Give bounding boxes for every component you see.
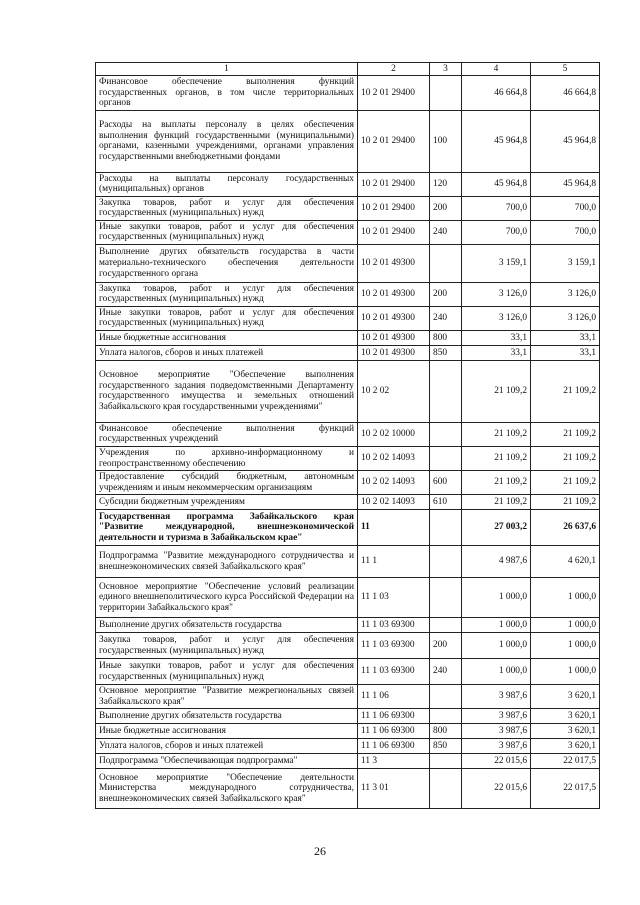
- row-expense-type-cell: [430, 685, 462, 709]
- row-year2-amount-cell: 700,0: [531, 220, 600, 244]
- row-expense-type-cell: 240: [430, 220, 462, 244]
- row-year2-amount-cell: 21 109,2: [531, 495, 600, 510]
- row-year2-amount-cell: 3 620,1: [531, 709, 600, 724]
- row-year1-amount-cell: 3 987,6: [462, 739, 531, 754]
- row-code-cell: 10 2 01 29400: [358, 172, 430, 196]
- row-name-cell: Иные бюджетные ассигнования: [96, 330, 358, 345]
- row-year2-amount-cell: 1 000,0: [531, 578, 600, 618]
- row-name-cell: Закупка товаров, работ и услуг для обеспечения государственных (муниципальных) нужд: [96, 282, 358, 306]
- row-name-cell: Основное мероприятие "Обеспечение выполнения государственного задания подведомственными Департаменту государственного имущества и земельных отношений Забайкальского края государственными учреждениями": [96, 360, 358, 422]
- row-name-cell: Предоставление субсидий бюджетным, автономным учреждениям и иным некоммерческим организациям: [96, 471, 358, 495]
- row-name-cell: Расходы на выплаты персоналу государственных (муниципальных) органов: [96, 172, 358, 196]
- row-year1-amount-cell: 33,1: [462, 330, 531, 345]
- row-year1-amount-cell: 21 109,2: [462, 422, 531, 446]
- row-code-cell: 11: [358, 510, 430, 546]
- row-year1-amount-cell: 22 015,6: [462, 754, 531, 769]
- row-year2-amount-cell: 45 964,8: [531, 172, 600, 196]
- row-year2-amount-cell: 1 000,0: [531, 618, 600, 633]
- row-code-cell: 11 1 06 69300: [358, 709, 430, 724]
- row-code-cell: 10 2 02 14093: [358, 471, 430, 495]
- row-name-cell: Иные закупки товаров, работ и услуг для обеспечения государственных (муниципальных) нужд: [96, 659, 358, 685]
- row-expense-type-cell: [430, 244, 462, 282]
- row-year2-amount-cell: 3 620,1: [531, 724, 600, 739]
- row-year1-amount-cell: 21 109,2: [462, 360, 531, 422]
- row-code-cell: 11 1 03 69300: [358, 659, 430, 685]
- column-header: 3: [430, 63, 462, 76]
- row-year2-amount-cell: 21 109,2: [531, 446, 600, 470]
- row-year2-amount-cell: 22 017,5: [531, 769, 600, 809]
- table-row: [96, 422, 600, 446]
- row-name-cell: Иные закупки товаров, работ и услуг для обеспечения государственных (муниципальных) нужд: [96, 220, 358, 244]
- table-row: [96, 546, 600, 578]
- table-row: [96, 172, 600, 196]
- row-expense-type-cell: [430, 510, 462, 546]
- row-code-cell: 10 2 01 29400: [358, 110, 430, 172]
- row-year2-amount-cell: 3 126,0: [531, 306, 600, 330]
- row-year1-amount-cell: 3 126,0: [462, 306, 531, 330]
- row-expense-type-cell: [430, 546, 462, 578]
- row-expense-type-cell: 600: [430, 471, 462, 495]
- row-code-cell: 11 1 03 69300: [358, 633, 430, 659]
- row-code-cell: 10 2 02: [358, 360, 430, 422]
- row-year1-amount-cell: 3 987,6: [462, 685, 531, 709]
- table-row: [96, 739, 600, 754]
- table-row: [96, 110, 600, 172]
- row-year1-amount-cell: 3 126,0: [462, 282, 531, 306]
- column-header: 4: [462, 63, 531, 76]
- row-year1-amount-cell: 700,0: [462, 220, 531, 244]
- row-code-cell: 10 2 02 10000: [358, 422, 430, 446]
- row-name-cell: Основное мероприятие "Обеспечение условий реализации единого внешнеполитического курса Российской Федерации на территории Забайкальского края": [96, 578, 358, 618]
- table-row: [96, 724, 600, 739]
- row-year1-amount-cell: 33,1: [462, 345, 531, 360]
- row-expense-type-cell: [430, 360, 462, 422]
- table-row: [96, 754, 600, 769]
- row-year1-amount-cell: 21 109,2: [462, 495, 531, 510]
- table-row: [96, 633, 600, 659]
- row-code-cell: 10 2 01 49300: [358, 306, 430, 330]
- row-year1-amount-cell: 1 000,0: [462, 659, 531, 685]
- row-year1-amount-cell: 3 987,6: [462, 709, 531, 724]
- table-row: [96, 220, 600, 244]
- row-expense-type-cell: 800: [430, 330, 462, 345]
- row-code-cell: 11 1 03: [358, 578, 430, 618]
- row-name-cell: Основное мероприятие "Обеспечение деятельности Министерства международного сотрудничества, внешнеэкономических связей Забайкальского края": [96, 769, 358, 809]
- row-code-cell: 10 2 01 29400: [358, 220, 430, 244]
- row-expense-type-cell: [430, 754, 462, 769]
- row-expense-type-cell: [430, 446, 462, 470]
- row-code-cell: 10 2 01 49300: [358, 244, 430, 282]
- row-expense-type-cell: [430, 422, 462, 446]
- table-row: [96, 510, 600, 546]
- row-year2-amount-cell: 45 964,8: [531, 110, 600, 172]
- row-name-cell: Основное мероприятие "Развитие межрегиональных связей Забайкальского края": [96, 685, 358, 709]
- table-row: [96, 244, 600, 282]
- row-name-cell: Подпрограмма "Развитие международного сотрудничества и внешнеэкономических связей Забайкальского края": [96, 546, 358, 578]
- row-code-cell: 11 3 01: [358, 769, 430, 809]
- row-code-cell: 10 2 01 49300: [358, 282, 430, 306]
- table-row: [96, 495, 600, 510]
- row-year1-amount-cell: 700,0: [462, 196, 531, 220]
- table-row: [96, 471, 600, 495]
- row-expense-type-cell: 240: [430, 659, 462, 685]
- budget-table: [95, 62, 600, 809]
- row-name-cell: Закупка товаров, работ и услуг для обеспечения государственных (муниципальных) нужд: [96, 196, 358, 220]
- row-name-cell: Учреждения по архивно-информационному и геопространственному обеспечению: [96, 446, 358, 470]
- row-code-cell: 11 1 06 69300: [358, 739, 430, 754]
- row-year2-amount-cell: 1 000,0: [531, 633, 600, 659]
- row-name-cell: Уплата налогов, сборов и иных платежей: [96, 345, 358, 360]
- row-year1-amount-cell: 1 000,0: [462, 578, 531, 618]
- row-year2-amount-cell: 33,1: [531, 345, 600, 360]
- row-expense-type-cell: [430, 76, 462, 111]
- row-name-cell: Финансовое обеспечение выполнения функций государственных учреждений: [96, 422, 358, 446]
- row-expense-type-cell: 850: [430, 345, 462, 360]
- table-row: [96, 282, 600, 306]
- row-expense-type-cell: 800: [430, 724, 462, 739]
- row-year2-amount-cell: 46 664,8: [531, 76, 600, 111]
- row-name-cell: Уплата налогов, сборов и иных платежей: [96, 739, 358, 754]
- row-year2-amount-cell: 3 620,1: [531, 739, 600, 754]
- table-row: [96, 306, 600, 330]
- table-row: [96, 685, 600, 709]
- row-code-cell: 10 2 01 29400: [358, 76, 430, 111]
- table-row: [96, 76, 600, 111]
- row-code-cell: 11 3: [358, 754, 430, 769]
- table-row: [96, 330, 600, 345]
- row-year2-amount-cell: 1 000,0: [531, 659, 600, 685]
- row-name-cell: Субсидии бюджетным учреждениям: [96, 495, 358, 510]
- row-code-cell: 11 1: [358, 546, 430, 578]
- column-header: 5: [531, 63, 600, 76]
- row-year1-amount-cell: 4 987,6: [462, 546, 531, 578]
- table-row: [96, 659, 600, 685]
- table-row: [96, 578, 600, 618]
- table-row: [96, 709, 600, 724]
- row-name-cell: Иные закупки товаров, работ и услуг для обеспечения государственных (муниципальных) нужд: [96, 306, 358, 330]
- row-expense-type-cell: 200: [430, 196, 462, 220]
- row-code-cell: 10 2 01 29400: [358, 196, 430, 220]
- row-year1-amount-cell: 46 664,8: [462, 76, 531, 111]
- row-name-cell: Иные бюджетные ассигнования: [96, 724, 358, 739]
- row-year2-amount-cell: 3 126,0: [531, 282, 600, 306]
- row-name-cell: Выполнение других обязательств государства: [96, 618, 358, 633]
- row-year1-amount-cell: 21 109,2: [462, 446, 531, 470]
- row-year1-amount-cell: 3 987,6: [462, 724, 531, 739]
- table-row: [96, 769, 600, 809]
- table-body: [96, 76, 600, 809]
- table-row: [96, 196, 600, 220]
- column-header: 2: [358, 63, 430, 76]
- row-name-cell: Подпрограмма "Обеспечивающая подпрограмма": [96, 754, 358, 769]
- row-year1-amount-cell: 1 000,0: [462, 618, 531, 633]
- page-number: 26: [314, 844, 326, 858]
- row-year1-amount-cell: 45 964,8: [462, 110, 531, 172]
- row-expense-type-cell: 200: [430, 633, 462, 659]
- row-expense-type-cell: 120: [430, 172, 462, 196]
- row-name-cell: Выполнение других обязательств государства в части материально-технического обеспечения деятельности государственного органа: [96, 244, 358, 282]
- column-header: 1: [96, 63, 358, 76]
- row-name-cell: Выполнение других обязательств государства: [96, 709, 358, 724]
- row-code-cell: 11 1 03 69300: [358, 618, 430, 633]
- table-row: [96, 618, 600, 633]
- row-year2-amount-cell: 700,0: [531, 196, 600, 220]
- row-year1-amount-cell: 3 159,1: [462, 244, 531, 282]
- table-row: [96, 446, 600, 470]
- row-expense-type-cell: [430, 618, 462, 633]
- row-year1-amount-cell: 27 003,2: [462, 510, 531, 546]
- row-code-cell: 10 2 02 14093: [358, 446, 430, 470]
- row-year2-amount-cell: 22 017,5: [531, 754, 600, 769]
- table-row: [96, 360, 600, 422]
- row-expense-type-cell: 850: [430, 739, 462, 754]
- row-code-cell: 11 1 06: [358, 685, 430, 709]
- row-code-cell: 10 2 01 49300: [358, 330, 430, 345]
- row-expense-type-cell: [430, 578, 462, 618]
- row-code-cell: 10 2 02 14093: [358, 495, 430, 510]
- row-year2-amount-cell: 3 159,1: [531, 244, 600, 282]
- row-name-cell: Финансовое обеспечение выполнения функций государственных органов, в том числе территориальных органов: [96, 76, 358, 111]
- table-row: [96, 345, 600, 360]
- row-year1-amount-cell: 22 015,6: [462, 769, 531, 809]
- row-year1-amount-cell: 45 964,8: [462, 172, 531, 196]
- row-year1-amount-cell: 21 109,2: [462, 471, 531, 495]
- row-expense-type-cell: 610: [430, 495, 462, 510]
- row-year2-amount-cell: 3 620,1: [531, 685, 600, 709]
- row-expense-type-cell: [430, 769, 462, 809]
- row-name-cell: Закупка товаров, работ и услуг для обеспечения государственных (муниципальных) нужд: [96, 633, 358, 659]
- row-year2-amount-cell: 21 109,2: [531, 422, 600, 446]
- row-year2-amount-cell: 21 109,2: [531, 471, 600, 495]
- header-row: [96, 63, 600, 76]
- row-code-cell: 11 1 06 69300: [358, 724, 430, 739]
- row-expense-type-cell: 240: [430, 306, 462, 330]
- row-year2-amount-cell: 21 109,2: [531, 360, 600, 422]
- row-code-cell: 10 2 01 49300: [358, 345, 430, 360]
- row-name-cell: Государственная программа Забайкальского края "Развитие международной, внешнеэкономической деятельности и туризма в Забайкальском крае": [96, 510, 358, 546]
- row-expense-type-cell: 100: [430, 110, 462, 172]
- row-expense-type-cell: 200: [430, 282, 462, 306]
- row-year2-amount-cell: 4 620,1: [531, 546, 600, 578]
- row-year2-amount-cell: 33,1: [531, 330, 600, 345]
- row-year1-amount-cell: 1 000,0: [462, 633, 531, 659]
- row-name-cell: Расходы на выплаты персоналу в целях обеспечения выполнения функций государственными (муниципальными) органами, казенными учреждениями, органами управления государственными внебюджетными фондами: [96, 110, 358, 172]
- row-expense-type-cell: [430, 709, 462, 724]
- row-year2-amount-cell: 26 637,6: [531, 510, 600, 546]
